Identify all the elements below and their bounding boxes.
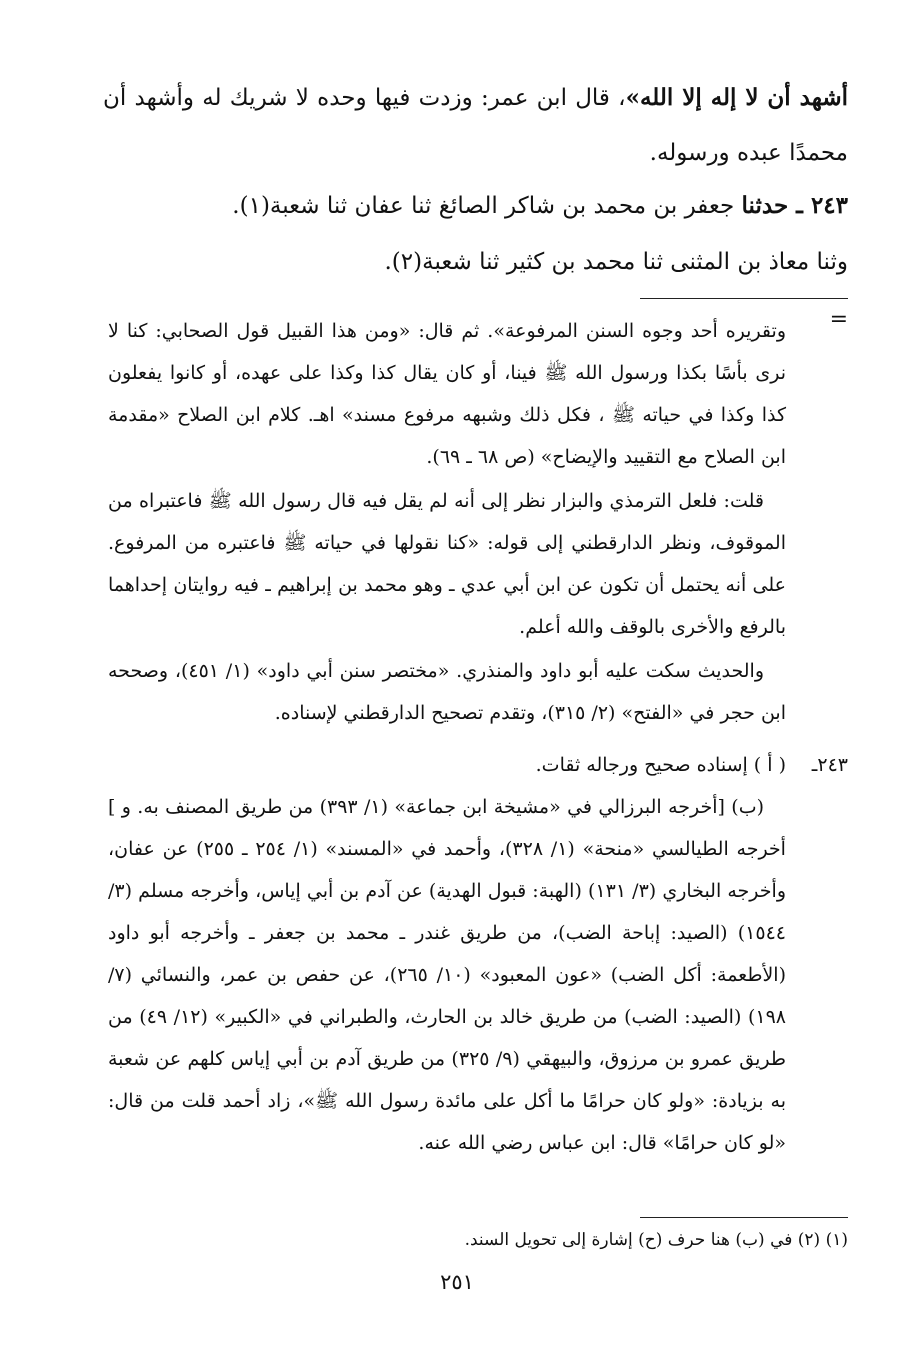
note-number-label: ٢٤٣ـ — [811, 754, 848, 776]
footnote: (١) (٢) في (ب) هنا حرف (ح) إشارة إلى تحويل السند. — [464, 1230, 848, 1250]
main-text — [103, 70, 848, 181]
note-line-a: ( أ ) إسناده صحيح ورجاله ثقات. — [535, 754, 786, 776]
main-paragraph — [103, 70, 848, 181]
hadith-line-1 — [128, 178, 848, 234]
takhrij-notes — [108, 744, 786, 1164]
notes-divider — [640, 298, 848, 299]
page-number: ٢٥١ — [440, 1270, 474, 1294]
main-paragraph-rest: ، قال ابن عمر: وزدت فيها وحده لا شريك له وأشهد أن محمدًا عبده ورسوله. — [103, 85, 848, 166]
continuation-mark: = — [829, 307, 848, 332]
note-paragraph-2: قلت: فلعل الترمذي والبزار نظر إلى أنه لم يقل فيه قال رسول الله ﷺ فاعتبراه من الموقوف، ونظر الدارقطني إلى قوله: «كنا نقولها في حياته ﷺ فاعتبره من المرفوع. على أنه يحتمل أن تكون عن ابن أبي عدي ـ وهو محمد بن إبراهيم ـ فيه روايتان إحداهما بالرفع والأخرى بالوقف والله أعلم. — [108, 490, 786, 638]
note-paragraph-1: وتقريره أحد وجوه السنن المرفوعة». ثم قال: «ومن هذا القبيل قول الصحابي: كنا لا نرى بأسًا بكذا ورسول الله ﷺ فينا، أو كان يقال كذا وكذا على عهده، أو كانوا يفعلون كذا وكذا في حياته ﷺ ، فكل ذلك وشبهه مرفوع مسند» اهـ. كلام ابن الصلاح «مقدمة ابن الصلاح مع التقييد والإيضاح» (ص ٦٨ ـ ٦٩). — [108, 320, 786, 468]
hadith-block — [128, 178, 848, 290]
main-bold-phrase: أشهد أن لا إله إلا الله» — [625, 84, 848, 111]
hadith-line-2: وثنا معاذ بن المثنى ثنا محمد بن كثير ثنا شعبة(٢). — [384, 249, 848, 275]
footnote-divider — [640, 1217, 848, 1218]
note-paragraph-3: والحديث سكت عليه أبو داود والمنذري. «مختصر سنن أبي داود» (١/ ٤٥١)، وصححه ابن حجر في «الفتح» (٢/ ٣١٥)، وتقدم تصحيح الدارقطني لإسناده. — [108, 660, 786, 724]
hadith-number: ٢٤٣ ـ حدثنا — [741, 192, 848, 219]
note-paragraph-b: (ب) [أخرجه البرزالي في «مشيخة ابن جماعة» (١/ ٣٩٣) من طريق المصنف به. و ] أخرجه الطيالسي «منحة» (١/ ٣٢٨)، وأحمد في «المسند» (١/ ٢٥٤ ـ ٢٥٥) عن عفان، وأخرجه البخاري (٣/ ١٣١) (الهبة: قبول الهدية) عن آدم بن أبي إياس، وأخرجه مسلم (٣/ ١٥٤٤) (الصيد: إباحة الضب)، من طريق غندر ـ محمد بن جعفر ـ وأخرجه أبو داود (الأطعمة: أكل الضب) «عون المعبود» (١٠/ ٢٦٥)، عن حفص بن عمر، والنسائي (٧/ ١٩٨) (الصيد: الضب) من طريق خالد بن الحارث، والطبراني في «الكبير» (١٢/ ٤٩) من طريق عمرو بن مرزوق، والبيهقي (٩/ ٣٢٥) من طريق آدم بن أبي إياس كلهم عن شعبة به بزيادة: «ولو كان حرامًا ما أكل على مائدة رسول الله ﷺ»، زاد أحمد قلت من قال: «لو كان حرامًا» قال: ابن عباس رضي الله عنه. — [108, 796, 787, 1154]
hadith-chain-1: جعفر بن محمد بن شاكر الصائغ ثنا عفان ثنا شعبة(١). — [232, 193, 742, 219]
commentary-notes — [108, 310, 786, 736]
